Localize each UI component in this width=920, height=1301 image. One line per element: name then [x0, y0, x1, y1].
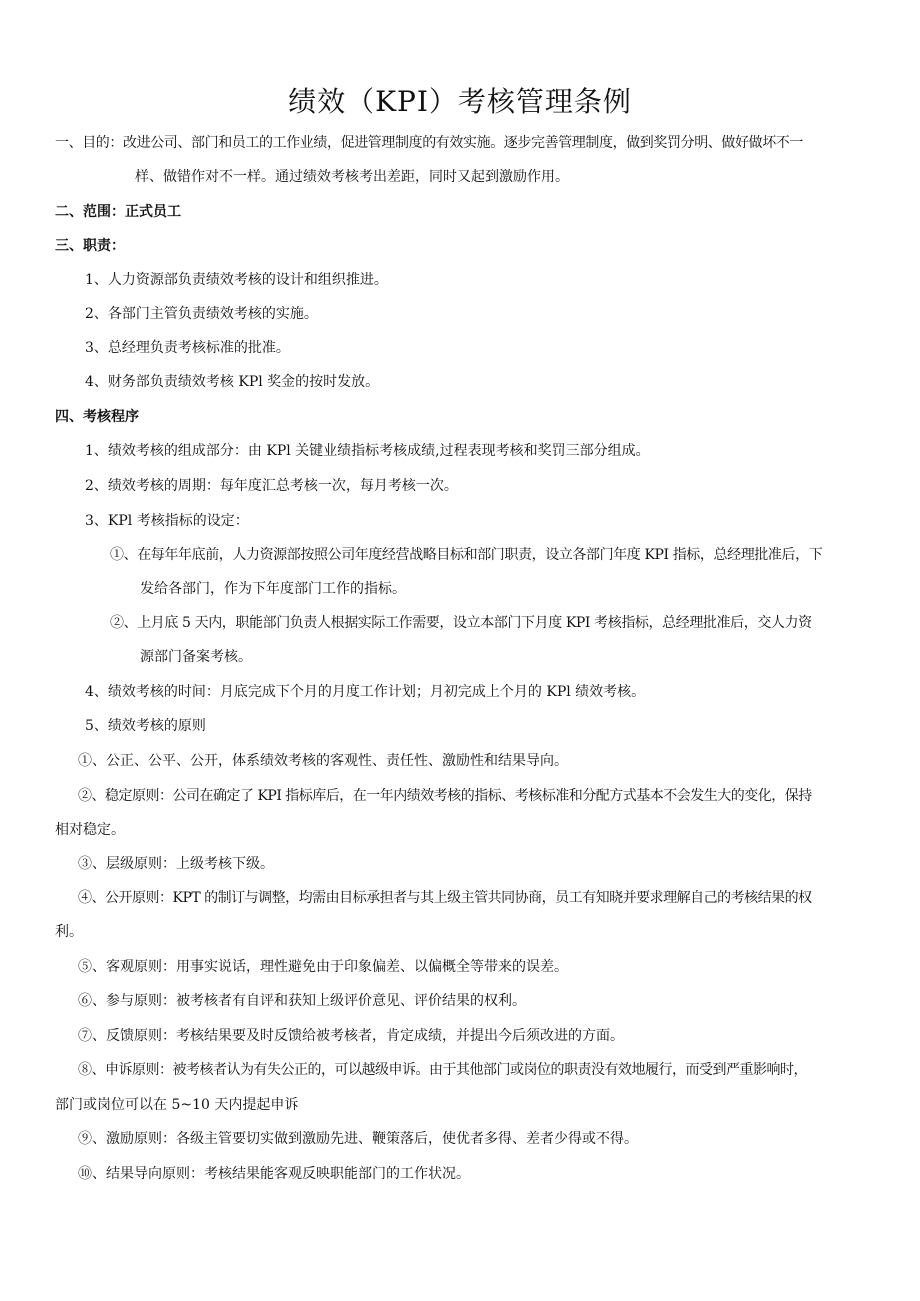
- document-title: 绩效（KPI）考核管理条例: [288, 85, 632, 118]
- kpi-setting-2-line-1: ②、上月底 5 天内，职能部门负责人根据实际工作需要，设立本部门下月度 KPI 考核指标，总经理批准后，交人力资: [110, 615, 812, 631]
- duties-heading: 三、职责：: [55, 238, 125, 254]
- principle-item: ③、层级原则：上级考核下级。: [78, 856, 274, 872]
- procedure-item: 5、绩效考核的原则: [85, 718, 206, 734]
- procedure-heading: 四、考核程序: [55, 409, 139, 425]
- principle-item: ⑩、结果导向原则：考核结果能客观反映职能部门的工作状况。: [78, 1166, 470, 1182]
- purpose-line-1: 一、目的：改进公司、部门和员工的工作业绩，促进管理制度的有效实施。逐步完善管理制度，做到奖罚分明、做好做坏不一: [55, 135, 803, 151]
- principle-item-cont: 部门或岗位可以在 5~10 天内提起申诉: [55, 1097, 299, 1113]
- procedure-item: 3、KPl 考核指标的设定：: [85, 513, 249, 529]
- purpose-line-2: 样、做错作对不一样。通过绩效考核考出差距，同时又起到激励作用。: [135, 169, 569, 185]
- kpi-setting-1-line-1: ①、在每年年底前，人力资源部按照公司年度经营战略目标和部门职责，设立各部门年度 KPI 指标，总经理批准后，下: [110, 547, 823, 563]
- principle-item: ①、公正、公平、公开，体系绩效考核的客观性、责任性、激励性和结果导向。: [78, 753, 568, 769]
- duty-item: 2、各部门主管负责绩效考核的实施。: [85, 306, 318, 322]
- duty-item: 4、财务部负责绩效考核 KPl 奖金的按时发放。: [85, 374, 380, 390]
- principle-item-cont: 利。: [55, 924, 83, 940]
- procedure-item: 2、绩效考核的周期：每年度汇总考核一次，每月考核一次。: [85, 478, 458, 494]
- principle-item: ⑧、申诉原则：被考核者认为有失公正的，可以越级申诉。由于其他部门或岗位的职责没有效地履行，而受到严重影响时，: [78, 1062, 807, 1078]
- kpi-setting-1-line-2: 发给各部门，作为下年度部门工作的指标。: [140, 581, 406, 597]
- duty-item: 3、总经理负责考核标准的批准。: [85, 340, 290, 356]
- kpi-setting-2-line-2: 源部门备案考核。: [140, 649, 252, 665]
- principle-item: ⑥、参与原则：被考核者有自评和获知上级评价意见、评价结果的权利。: [78, 993, 526, 1009]
- duty-item: 1、人力资源部负责绩效考核的设计和组织推进。: [85, 272, 388, 288]
- principle-item: ⑤、客观原则：用事实说话，理性避免由于印象偏差、以偏概全等带来的误差。: [78, 959, 568, 975]
- principle-item: ②、稳定原则：公司在确定了 KPI 指标库后，在一年内绩效考核的指标、考核标准和分配方式基本不会发生大的变化，保持: [78, 788, 812, 804]
- principle-item: ⑨、激励原则：各级主管要切实做到激励先进、鞭策落后，使优者多得、差者少得或不得。: [78, 1131, 638, 1147]
- principle-item: ④、公开原则：KPT 的制订与调整，均需由目标承担者与其上级主管共同协商，员工有知晓并要求理解自己的考核结果的权: [78, 890, 812, 906]
- scope-heading: 二、范围：正式员工: [55, 204, 181, 220]
- principle-item: ⑦、反馈原则：考核结果要及时反馈给被考核者，肯定成绩，并提出今后须改进的方面。: [78, 1028, 624, 1044]
- principle-item-cont: 相对稳定。: [55, 822, 125, 838]
- procedure-item: 4、绩效考核的时间：月底完成下个月的月度工作计划；月初完成上个月的 KPl 绩效考核。: [85, 684, 646, 700]
- procedure-item: 1、绩效考核的组成部分：由 KPl 关键业绩指标考核成绩,过程表现考核和奖罚三部分组成。: [85, 443, 650, 459]
